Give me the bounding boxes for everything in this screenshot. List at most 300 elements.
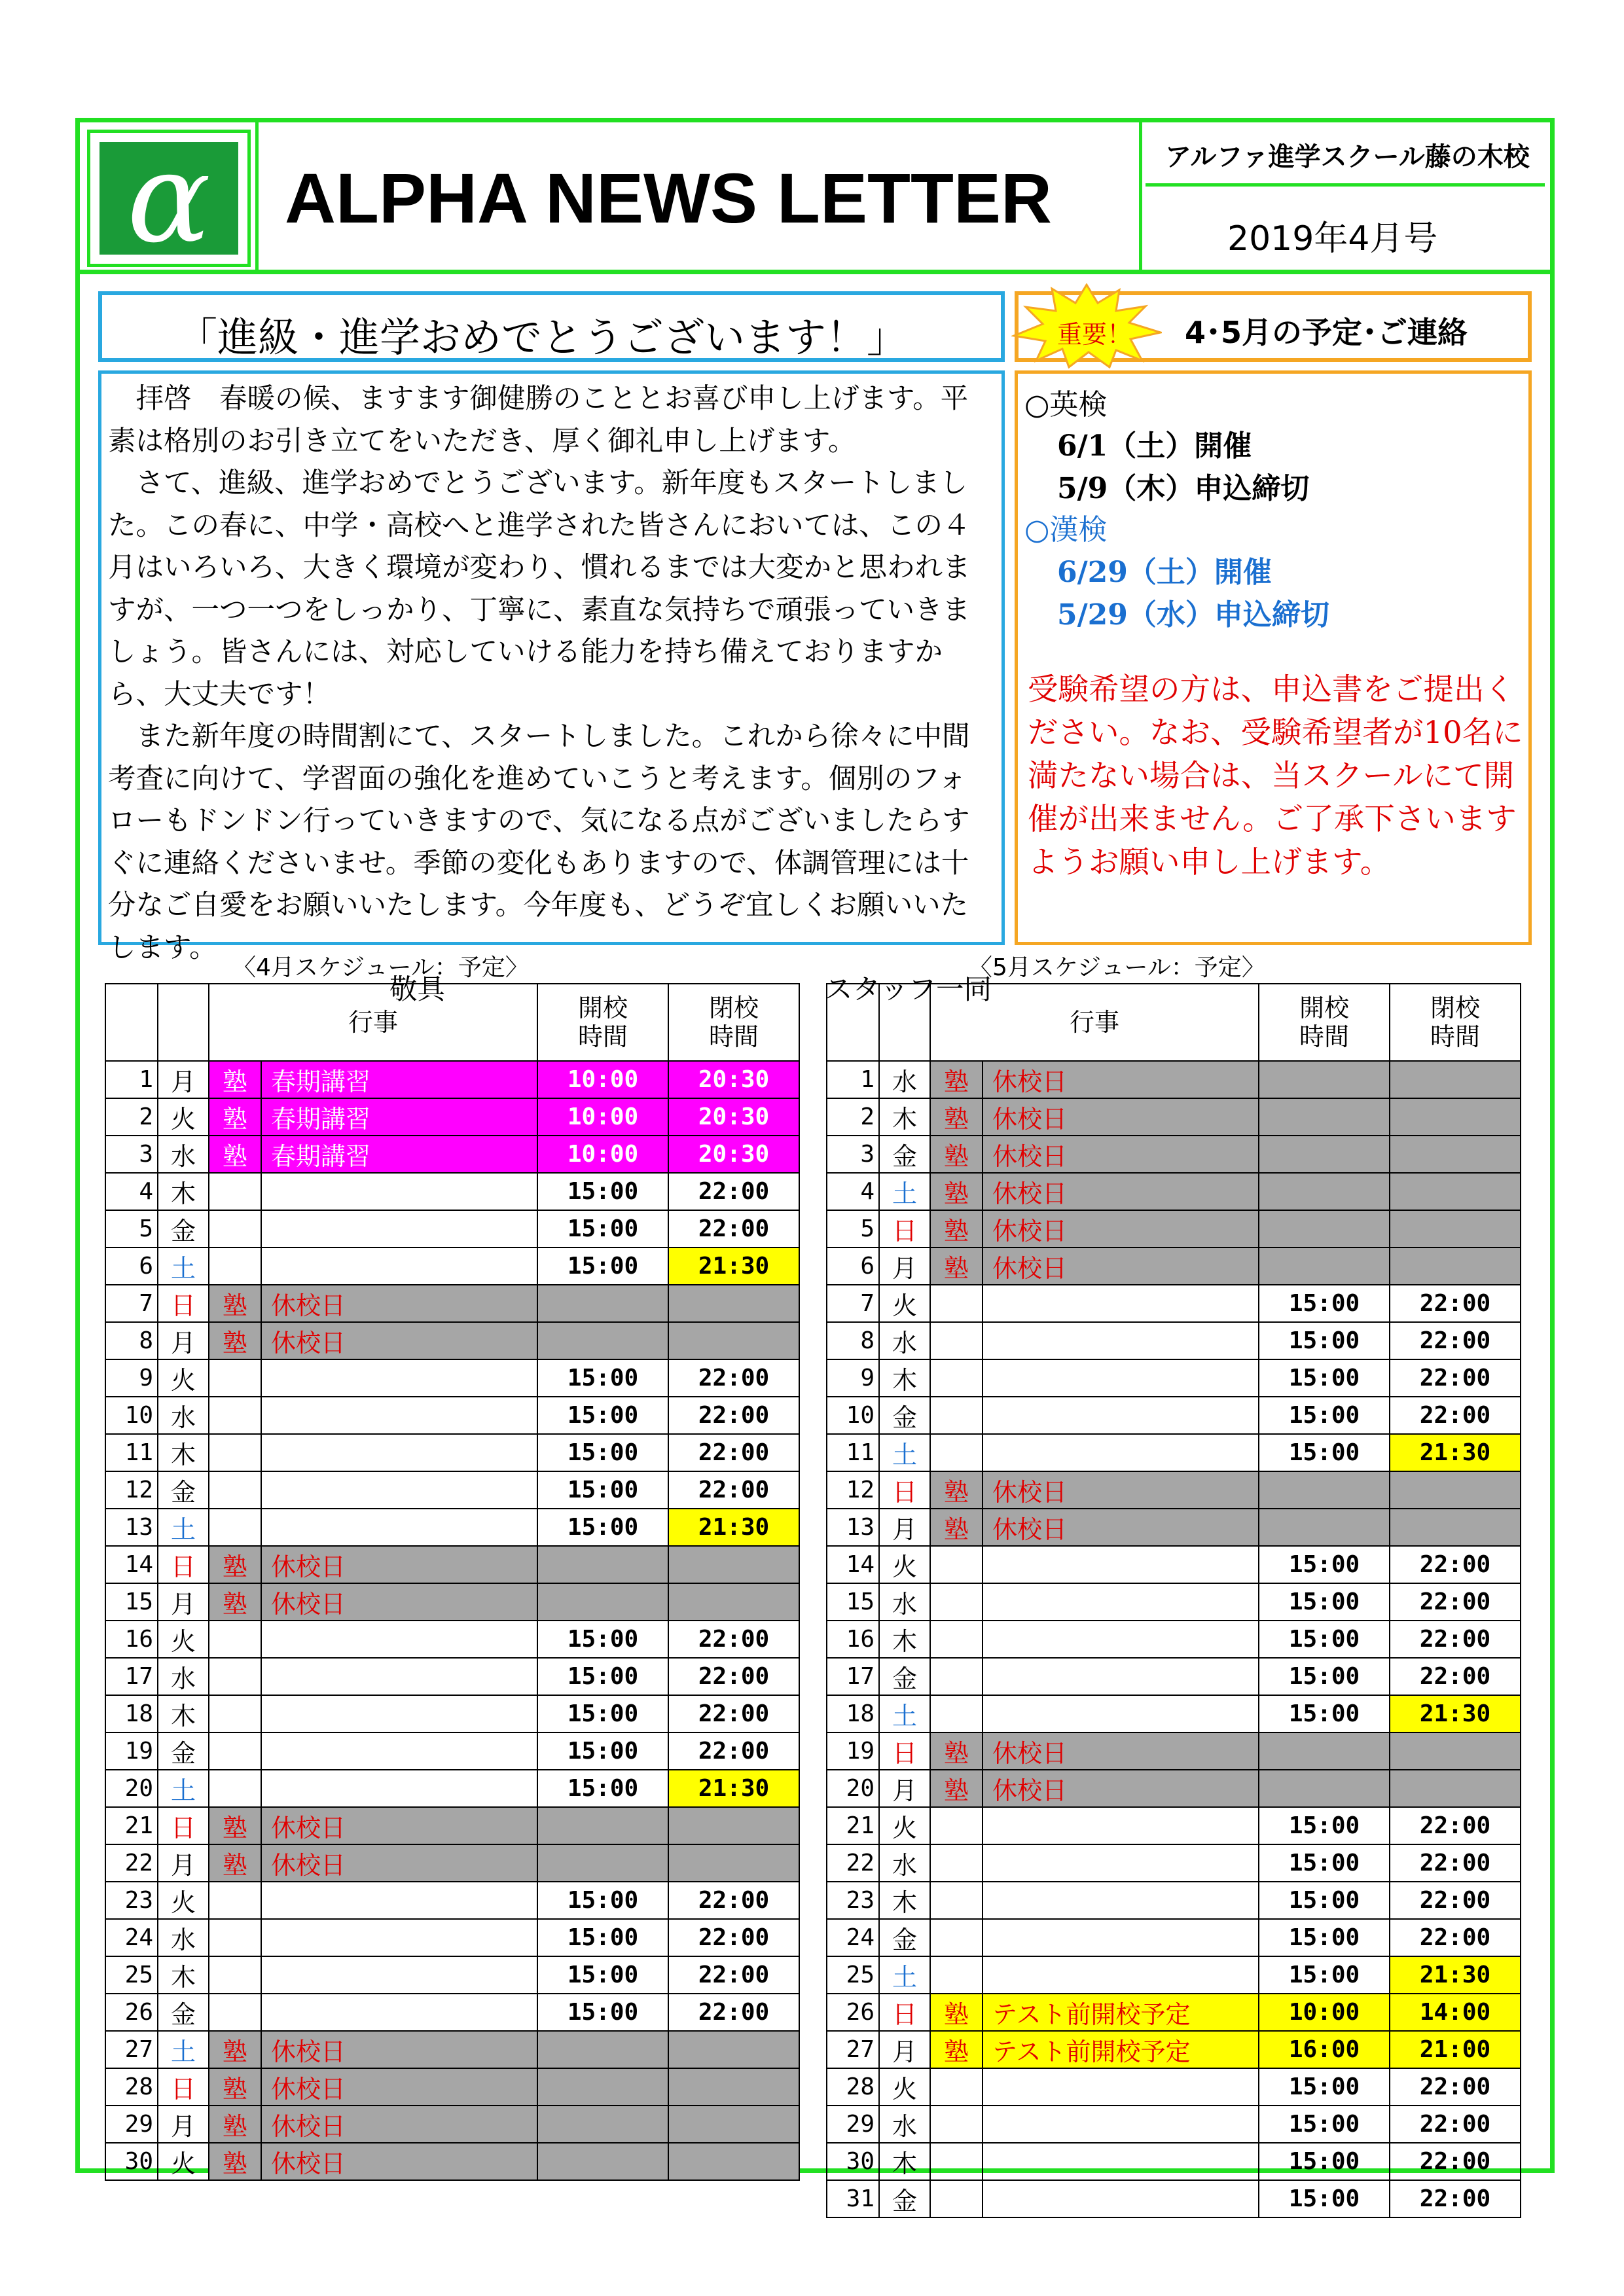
day-number: 5: [105, 1210, 158, 1247]
newsletter-title: ALPHA NEWS LETTER: [285, 158, 1052, 238]
weekday: 水: [158, 1658, 209, 1695]
juku-tag: [930, 1285, 983, 1322]
open-time: 15:00: [1259, 1583, 1390, 1621]
weekday: 水: [879, 1322, 930, 1359]
day-number: 1: [827, 1061, 879, 1098]
close-time: 22:00: [668, 1173, 799, 1210]
juku-tag: [930, 1807, 983, 1844]
weekday: 土: [879, 1173, 930, 1210]
open-time: 15:00: [1259, 1322, 1390, 1359]
weekday: 日: [879, 1210, 930, 1247]
open-time: 15:00: [537, 1173, 668, 1210]
event-label: [261, 1247, 537, 1285]
schedule-header-row: [827, 984, 1521, 1061]
juku-tag: 塾: [209, 1583, 261, 1621]
juku-tag: 塾: [209, 1136, 261, 1173]
juku-tag: [930, 1956, 983, 1994]
event-label: 休校日: [261, 2143, 537, 2180]
greeting-paragraph-text: また新年度の時間割にて、スタートしました。これから徐々に中間考査に向けて、学習面の強化を進めていこうと考えます。個別のフォローもドンドン行っていきますので、気になる点がございましたらすぐに連絡くださいませ。季節の変化もありますので、体調管理には十分なご自愛をお願いいたします。今年度も、どうぞ宜しくお願いいたします。: [108, 721, 970, 964]
close-time: [1390, 1770, 1521, 1807]
open-time: 15:00: [537, 1882, 668, 1919]
weekday: 火: [879, 2068, 930, 2106]
schedule-row: [827, 1770, 1521, 1807]
event-label: [261, 1359, 537, 1397]
header-close-line1: 閉校: [709, 994, 759, 1022]
weekday: 水: [158, 1397, 209, 1434]
juku-tag: [930, 1844, 983, 1882]
weekday: 日: [158, 2068, 209, 2106]
day-number: 11: [827, 1434, 879, 1471]
close-time: [1390, 1173, 1521, 1210]
open-time: [1259, 1247, 1390, 1285]
open-time: [1259, 1173, 1390, 1210]
weekday: 土: [158, 1247, 209, 1285]
weekday: 木: [879, 2143, 930, 2180]
schedule-row: [105, 1844, 799, 1882]
day-number: 23: [105, 1882, 158, 1919]
schedule-header-row: [105, 984, 799, 1061]
event-label: 春期講習: [261, 1098, 537, 1136]
close-time: 22:00: [1390, 2106, 1521, 2143]
day-number: 25: [105, 1956, 158, 1994]
event-label: [983, 1546, 1259, 1583]
juku-tag: 塾: [930, 1732, 983, 1770]
day-number: 29: [827, 2106, 879, 2143]
schedule-row: [827, 2143, 1521, 2180]
weekday: 水: [158, 1919, 209, 1956]
close-time: 21:30: [668, 1509, 799, 1546]
weekday: 水: [158, 1136, 209, 1173]
open-time: [1259, 1136, 1390, 1173]
close-time: [1390, 1471, 1521, 1509]
juku-tag: 塾: [930, 2031, 983, 2068]
event-label: [983, 1359, 1259, 1397]
weekday: 木: [158, 1434, 209, 1471]
day-number: 13: [105, 1509, 158, 1546]
day-number: 24: [827, 1919, 879, 1956]
open-time: 15:00: [1259, 1397, 1390, 1434]
open-time: [537, 1322, 668, 1359]
schedule-row: [105, 1173, 799, 1210]
event-label: [983, 1434, 1259, 1471]
closing: 敬具: [389, 974, 446, 1006]
open-time: 15:00: [537, 1658, 668, 1695]
event-label: [261, 1434, 537, 1471]
schedule-row: [827, 1173, 1521, 1210]
close-time: 22:00: [668, 1695, 799, 1732]
close-time: 22:00: [668, 1359, 799, 1397]
event-label: 休校日: [261, 1583, 537, 1621]
close-time: [1390, 1061, 1521, 1098]
event-label: [983, 1695, 1259, 1732]
open-time: 15:00: [1259, 1882, 1390, 1919]
weekday: 火: [158, 1882, 209, 1919]
schedule-row: [827, 1882, 1521, 1919]
day-number: 15: [105, 1583, 158, 1621]
day-number: 11: [105, 1434, 158, 1471]
close-time: 22:00: [1390, 1546, 1521, 1583]
day-number: 7: [105, 1285, 158, 1322]
weekday: 日: [879, 1994, 930, 2031]
day-number: 16: [827, 1621, 879, 1658]
juku-tag: [209, 1956, 261, 1994]
greeting-paragraph: さて、進級、進学おめでとうございます。新年度もスタートしました。この春に、中学・高校へと進学された皆さんにおいては、この４月はいろいろ、大きく環境が変わり、慣れるまでは大変かと思われますが、一つ一つをしっかり、丁寧に、素直な気持ちで頑張っていきましょう。皆さんには、対応していける能力を持ち備えておりますから、大丈夫です！: [108, 467, 971, 711]
schedule-row: [827, 1434, 1521, 1471]
open-time: 15:00: [1259, 1956, 1390, 1994]
schedule-row: [105, 1546, 799, 1583]
schedule-row: [827, 2180, 1521, 2217]
schedule-row: [827, 1322, 1521, 1359]
close-time: [1390, 1210, 1521, 1247]
weekday: 火: [158, 1359, 209, 1397]
schedule-row: [827, 1621, 1521, 1658]
weekday: 水: [879, 1061, 930, 1098]
event-label: [261, 1732, 537, 1770]
schedule-row: [827, 1509, 1521, 1546]
event-label: [983, 2106, 1259, 2143]
open-time: [537, 2143, 668, 2180]
open-time: 10:00: [537, 1061, 668, 1098]
event-label: [983, 1285, 1259, 1322]
juku-tag: [930, 1434, 983, 1471]
weekday: 水: [879, 1844, 930, 1882]
day-number: 8: [105, 1322, 158, 1359]
day-number: 17: [827, 1658, 879, 1695]
close-time: 21:30: [668, 1770, 799, 1807]
event-label: [983, 1919, 1259, 1956]
event-label: [983, 1882, 1259, 1919]
event-label: [983, 2143, 1259, 2180]
close-time: 22:00: [1390, 2180, 1521, 2217]
juku-tag: [209, 1732, 261, 1770]
event-label: 休校日: [983, 1210, 1259, 1247]
schedule-row: [105, 1136, 799, 1173]
event-label: 休校日: [261, 1322, 537, 1359]
schedule-row: [105, 1994, 799, 2031]
event-label: [261, 1471, 537, 1509]
day-number: 13: [827, 1509, 879, 1546]
event-label: 休校日: [261, 1807, 537, 1844]
open-time: 16:00: [1259, 2031, 1390, 2068]
open-time: 15:00: [1259, 1695, 1390, 1732]
event-label: 春期講習: [261, 1061, 537, 1098]
open-time: 15:00: [1259, 1285, 1390, 1322]
day-number: 4: [105, 1173, 158, 1210]
may-schedule-table: [826, 983, 1521, 2218]
open-time: [1259, 1471, 1390, 1509]
schedule-row: [105, 2143, 799, 2180]
open-time: 15:00: [537, 1621, 668, 1658]
day-number: 17: [105, 1658, 158, 1695]
event-label: [261, 1173, 537, 1210]
greeting-title: 「進級・進学おめでとうございます！」: [177, 314, 908, 361]
schedule-row: [827, 1397, 1521, 1434]
day-number: 18: [827, 1695, 879, 1732]
schedule-row: [105, 1882, 799, 1919]
weekday: 木: [158, 1956, 209, 1994]
schedule-row: [105, 1359, 799, 1397]
header-event: 行事: [209, 984, 537, 1061]
close-time: 20:30: [668, 1061, 799, 1098]
juku-tag: [930, 1583, 983, 1621]
event-label: [983, 2180, 1259, 2217]
day-number: 26: [105, 1994, 158, 2031]
day-number: 21: [105, 1807, 158, 1844]
open-time: 15:00: [537, 1994, 668, 2031]
event-label: 休校日: [983, 1732, 1259, 1770]
open-time: 10:00: [537, 1136, 668, 1173]
weekday: 金: [879, 1919, 930, 1956]
juku-tag: 塾: [209, 1546, 261, 1583]
weekday: 火: [158, 1098, 209, 1136]
open-time: 15:00: [1259, 1844, 1390, 1882]
greeting-body: [108, 378, 992, 1012]
schedule-row: [827, 1546, 1521, 1583]
juku-tag: [209, 1434, 261, 1471]
juku-tag: 塾: [209, 1844, 261, 1882]
header-weekday: [158, 984, 209, 1061]
juku-tag: [209, 1359, 261, 1397]
open-time: 15:00: [537, 1397, 668, 1434]
weekday: 日: [879, 1471, 930, 1509]
open-time: 15:00: [1259, 1919, 1390, 1956]
weekday: 木: [158, 1695, 209, 1732]
close-time: 22:00: [1390, 1397, 1521, 1434]
day-number: 15: [827, 1583, 879, 1621]
event-label: 休校日: [261, 2068, 537, 2106]
schedule-row: [105, 1322, 799, 1359]
day-number: 12: [105, 1471, 158, 1509]
header-open-time: [537, 984, 668, 1061]
greeting-paragraph: [108, 716, 992, 969]
juku-tag: 塾: [930, 1098, 983, 1136]
day-number: 1: [105, 1061, 158, 1098]
schedule-row: [105, 1285, 799, 1322]
header-close-line1: 閉校: [1430, 994, 1481, 1022]
open-time: 15:00: [537, 1509, 668, 1546]
juku-tag: [209, 1770, 261, 1807]
close-time: [668, 2106, 799, 2143]
weekday: 月: [879, 2031, 930, 2068]
schedule-row: [827, 1471, 1521, 1509]
header-close-line2: 時間: [1430, 1022, 1481, 1051]
open-time: 15:00: [537, 1434, 668, 1471]
open-time: 15:00: [1259, 2180, 1390, 2217]
close-time: [1390, 1732, 1521, 1770]
event-label: [983, 1397, 1259, 1434]
weekday: 土: [158, 2031, 209, 2068]
open-time: 15:00: [1259, 1546, 1390, 1583]
juku-tag: [930, 1397, 983, 1434]
header-open-line2: 時間: [578, 1022, 628, 1051]
weekday: 水: [879, 1583, 930, 1621]
header-open-line2: 時間: [1299, 1022, 1350, 1051]
juku-tag: [930, 2106, 983, 2143]
event-label: 休校日: [983, 1509, 1259, 1546]
weekday: 月: [158, 2106, 209, 2143]
event-label: [983, 1807, 1259, 1844]
weekday: 月: [158, 1061, 209, 1098]
header-divider: [80, 270, 1550, 274]
open-time: [1259, 1098, 1390, 1136]
close-time: 22:00: [1390, 1919, 1521, 1956]
day-number: 14: [827, 1546, 879, 1583]
weekday: 金: [158, 1994, 209, 2031]
close-time: 22:00: [668, 1994, 799, 2031]
event-label: [261, 1658, 537, 1695]
juku-tag: [209, 1173, 261, 1210]
day-number: 22: [105, 1844, 158, 1882]
schedule-row: [827, 1994, 1521, 2031]
day-number: 22: [827, 1844, 879, 1882]
event-label: [261, 1210, 537, 1247]
april-schedule-caption: 〈4月スケジュール：予定〉: [232, 954, 529, 981]
weekday: 木: [879, 1359, 930, 1397]
close-time: [1390, 1509, 1521, 1546]
event-label: [261, 1621, 537, 1658]
day-number: 4: [827, 1173, 879, 1210]
eiken-exam-date: 6/1（土）開催: [1057, 429, 1252, 463]
weekday: 木: [879, 1098, 930, 1136]
schedule-row: [827, 1732, 1521, 1770]
event-label: 休校日: [983, 1061, 1259, 1098]
close-time: 20:30: [668, 1098, 799, 1136]
header-event: 行事: [930, 984, 1259, 1061]
weekday: 月: [158, 1583, 209, 1621]
weekday: 月: [158, 1844, 209, 1882]
open-time: 15:00: [1259, 1658, 1390, 1695]
juku-tag: 塾: [209, 1807, 261, 1844]
schedule-row: [827, 2031, 1521, 2068]
day-number: 20: [105, 1770, 158, 1807]
close-time: 22:00: [668, 1210, 799, 1247]
schedule-row: [105, 2106, 799, 2143]
day-number: 24: [105, 1919, 158, 1956]
header-open-line1: 開校: [578, 994, 628, 1022]
event-label: 休校日: [261, 1844, 537, 1882]
close-time: 14:00: [1390, 1994, 1521, 2031]
event-label: テスト前開校予定: [983, 2031, 1259, 2068]
event-label: [983, 1322, 1259, 1359]
schedule-row: [827, 1583, 1521, 1621]
open-time: 15:00: [537, 1695, 668, 1732]
schedule-row: [827, 2068, 1521, 2106]
weekday: 木: [879, 1621, 930, 1658]
open-time: [537, 2106, 668, 2143]
day-number: 2: [827, 1098, 879, 1136]
close-time: 22:00: [668, 1434, 799, 1471]
close-time: 22:00: [668, 1919, 799, 1956]
open-time: 15:00: [1259, 1621, 1390, 1658]
juku-tag: [930, 1695, 983, 1732]
school-name: アルファ進学スクール藤の木校: [1165, 141, 1530, 172]
open-time: [537, 1807, 668, 1844]
juku-tag: [930, 1919, 983, 1956]
day-number: 23: [827, 1882, 879, 1919]
event-label: [983, 1658, 1259, 1695]
schedule-row: [105, 2031, 799, 2068]
juku-tag: [930, 2143, 983, 2180]
weekday: 金: [879, 1658, 930, 1695]
weekday: 日: [158, 1285, 209, 1322]
schedule-row: [105, 1956, 799, 1994]
schedule-row: [827, 1844, 1521, 1882]
schedule-row: [827, 1956, 1521, 1994]
close-time: 22:00: [1390, 1844, 1521, 1882]
open-time: 15:00: [1259, 1434, 1390, 1471]
event-label: 休校日: [983, 1247, 1259, 1285]
schedule-row: [827, 2106, 1521, 2143]
day-number: 6: [827, 1247, 879, 1285]
notice-title: 4･5月の予定･ご連絡: [1185, 315, 1468, 350]
day-number: 28: [105, 2068, 158, 2106]
weekday: 月: [879, 1509, 930, 1546]
close-time: 22:00: [668, 1882, 799, 1919]
header-day: [105, 984, 158, 1061]
weekday: 土: [879, 1695, 930, 1732]
open-time: [537, 2031, 668, 2068]
day-number: 3: [105, 1136, 158, 1173]
open-time: [537, 1285, 668, 1322]
may-schedule-caption: 〈5月スケジュール：予定〉: [969, 954, 1265, 981]
open-time: [537, 1546, 668, 1583]
schedule-row: [827, 1919, 1521, 1956]
open-time: 15:00: [1259, 2106, 1390, 2143]
schedule-row: [105, 1658, 799, 1695]
schedule-row: [827, 1098, 1521, 1136]
event-label: [983, 1956, 1259, 1994]
day-number: 20: [827, 1770, 879, 1807]
open-time: [1259, 1770, 1390, 1807]
open-time: 15:00: [1259, 1359, 1390, 1397]
close-time: 22:00: [668, 1621, 799, 1658]
juku-tag: [209, 1509, 261, 1546]
juku-tag: 塾: [209, 2031, 261, 2068]
event-label: [261, 1956, 537, 1994]
close-time: [1390, 1098, 1521, 1136]
day-number: 19: [827, 1732, 879, 1770]
exam-notice-message: 受験希望の方は、申込書をご提出ください。なお、受験希望者が10名に満たない場合は、当スクールにて開催が出来ません。ご了承下さいますようお願い申し上げます。: [1028, 672, 1523, 880]
close-time: 21:30: [1390, 1434, 1521, 1471]
event-label: 休校日: [983, 1471, 1259, 1509]
close-time: 21:00: [1390, 2031, 1521, 2068]
schedule-row: [827, 1247, 1521, 1285]
day-number: 29: [105, 2106, 158, 2143]
juku-tag: 塾: [209, 1098, 261, 1136]
schedule-row: [105, 2068, 799, 2106]
event-label: [261, 1994, 537, 2031]
close-time: 22:00: [1390, 2068, 1521, 2106]
event-label: [261, 1882, 537, 1919]
open-time: 15:00: [537, 1770, 668, 1807]
schedule-row: [827, 1210, 1521, 1247]
event-label: [261, 1695, 537, 1732]
close-time: 22:00: [668, 1732, 799, 1770]
day-number: 12: [827, 1471, 879, 1509]
weekday: 火: [158, 1621, 209, 1658]
open-time: 15:00: [1259, 2143, 1390, 2180]
close-time: 22:00: [668, 1956, 799, 1994]
close-time: [668, 1807, 799, 1844]
open-time: [1259, 1061, 1390, 1098]
close-time: 21:30: [1390, 1956, 1521, 1994]
day-number: 5: [827, 1210, 879, 1247]
day-number: 26: [827, 1994, 879, 2031]
juku-tag: [209, 1882, 261, 1919]
close-time: [1390, 1136, 1521, 1173]
juku-tag: 塾: [209, 2068, 261, 2106]
header-day: [827, 984, 879, 1061]
